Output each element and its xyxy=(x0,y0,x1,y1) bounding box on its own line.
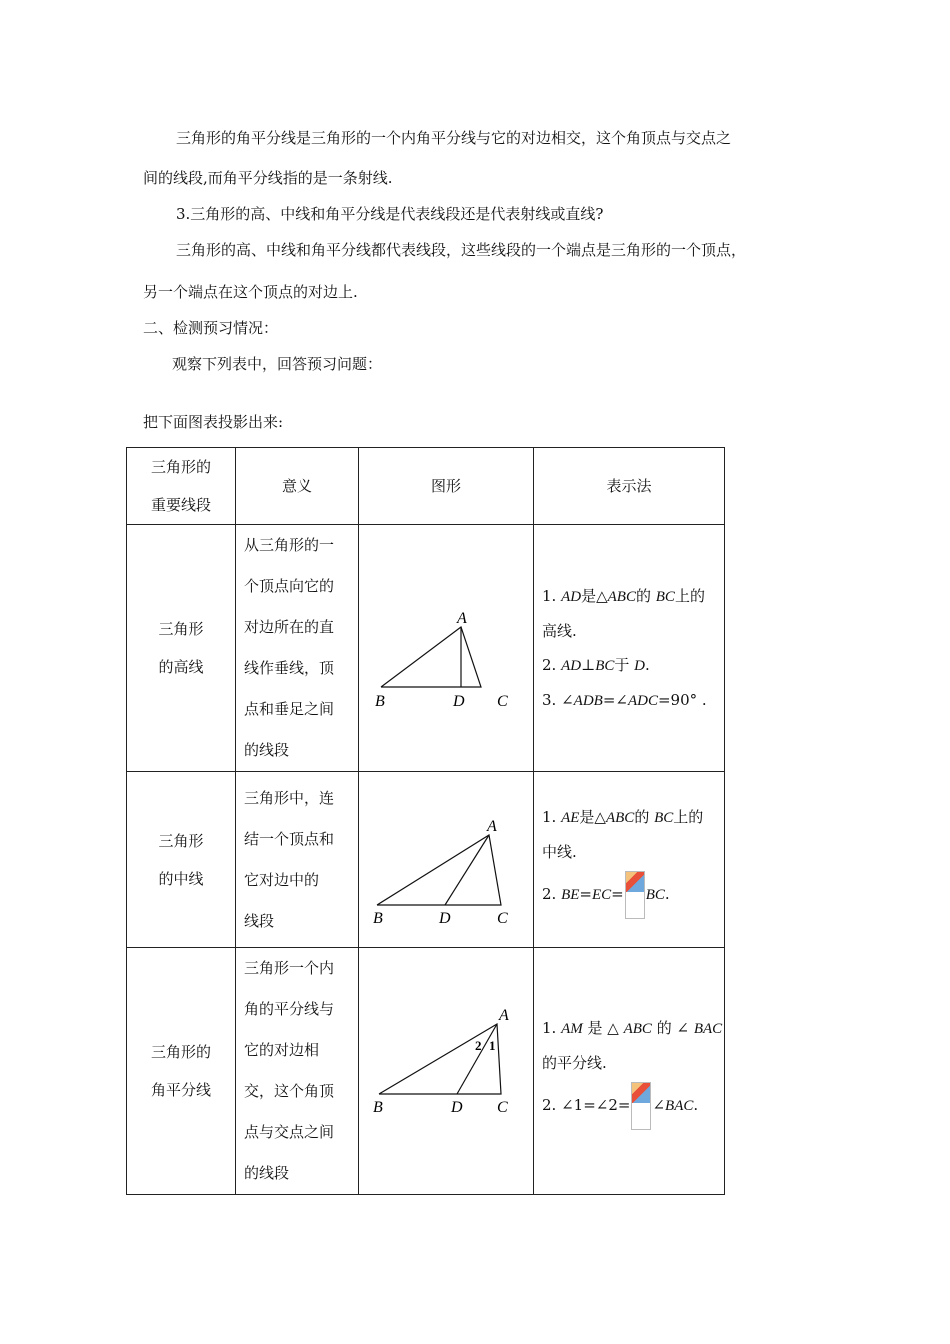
meaning-line: 的线段 xyxy=(244,1164,290,1182)
row-bisector-name xyxy=(127,948,236,1195)
text: 于 xyxy=(614,655,635,674)
header-meaning: 意义 xyxy=(236,448,359,525)
math-var: AE xyxy=(561,809,580,826)
row-bisector-figure xyxy=(359,948,534,1195)
name-line2: 的中线 xyxy=(158,869,204,888)
notation-line xyxy=(542,869,724,920)
meaning-line: 它对边中的 xyxy=(244,870,320,889)
para1-line2: 间的线段,而角平分线指的是一条射线. xyxy=(143,169,393,187)
angle-2-label: 2 xyxy=(475,1038,482,1053)
math-var: AM xyxy=(561,1021,583,1037)
meaning-line: 对边所在的直 xyxy=(244,618,335,636)
header-segment-line1: 三角形的 xyxy=(150,458,211,476)
text: 2. ∠1=∠2= xyxy=(542,1096,631,1114)
header-segment-line2: 重要线段 xyxy=(150,496,211,514)
text: 是△ xyxy=(579,807,606,826)
altitude-triangle-figure xyxy=(359,583,533,713)
text: . xyxy=(664,884,670,903)
label-b: B xyxy=(373,909,383,925)
math-var: BE xyxy=(561,886,580,903)
text: 1. xyxy=(542,586,562,605)
text: 上的 xyxy=(673,807,704,826)
text: 是 △ xyxy=(582,1019,624,1037)
meaning-line: 它的对边相 xyxy=(244,1041,320,1059)
question-3: 3.三角形的高、中线和角平分线是代表线段还是代表射线或直线? xyxy=(176,205,604,223)
fraction-image-icon xyxy=(631,1082,651,1130)
math-var: BC xyxy=(645,886,665,903)
name-line1: 三角形的 xyxy=(150,1043,211,1061)
meaning-line: 点与交点之间 xyxy=(244,1123,335,1141)
math-var: ADB xyxy=(573,692,603,709)
table-row xyxy=(127,948,725,1195)
fraction-image-icon xyxy=(625,871,645,919)
table-row xyxy=(127,772,725,948)
math-var: ABC xyxy=(623,1021,652,1037)
meaning-line: 三角形中，连 xyxy=(244,788,335,807)
label-b: B xyxy=(373,1099,383,1116)
row-altitude-name xyxy=(127,525,236,772)
math-var: BC xyxy=(595,657,615,674)
math-var: BAC xyxy=(665,1098,694,1114)
text: . xyxy=(693,1096,699,1114)
text: 是△ xyxy=(581,586,608,605)
triangle-outline xyxy=(381,627,481,687)
row-bisector-notation xyxy=(534,948,725,1195)
label-c: C xyxy=(497,909,508,925)
text: 2. xyxy=(542,655,562,674)
text: ∠ xyxy=(652,1096,666,1114)
row-median-notation xyxy=(534,772,725,948)
label-d: D xyxy=(451,1099,463,1116)
text: =90° . xyxy=(657,690,707,709)
label-b: B xyxy=(375,693,385,710)
row-bisector-meaning xyxy=(236,948,359,1195)
text: 的 ∠ xyxy=(651,1019,694,1037)
meaning-line: 从三角形的一 xyxy=(244,536,335,554)
meaning-line: 线段 xyxy=(244,911,275,930)
project-instruction: 把下面图表投影出来: xyxy=(143,413,284,431)
text: 1. xyxy=(542,807,562,826)
notation-line xyxy=(542,579,724,614)
meaning-line: 点和垂足之间 xyxy=(244,700,335,718)
label-a: A xyxy=(457,610,467,627)
row-altitude-figure xyxy=(359,525,534,772)
text: = xyxy=(579,884,592,903)
bisector-triangle-figure xyxy=(359,996,533,1146)
row-altitude-meaning xyxy=(236,525,359,772)
text: 的 xyxy=(634,807,655,826)
notation-line xyxy=(542,683,724,718)
math-var: BAC xyxy=(693,1021,723,1037)
label-a: A xyxy=(499,1007,509,1024)
math-var: D xyxy=(634,657,645,674)
text: =∠ xyxy=(602,690,628,709)
para1-line1: 三角形的角平分线是三角形的一个内角平分线与它的对边相交，这个角顶点与交点之 xyxy=(176,129,732,147)
header-notation: 表示法 xyxy=(534,448,725,525)
notation-line: 中线. xyxy=(542,842,577,861)
notation-line xyxy=(542,1080,724,1131)
meaning-line: 角的平分线与 xyxy=(244,1000,335,1018)
notation-line xyxy=(542,800,724,835)
label-a: A xyxy=(487,817,497,835)
meaning-line: 的线段 xyxy=(244,741,290,759)
header-figure: 图形 xyxy=(359,448,534,525)
observe-instruction: 观察下列表中，回答预习问题： xyxy=(172,355,383,373)
math-var: AD xyxy=(561,657,582,674)
name-line2: 的高线 xyxy=(158,658,204,676)
name-line2: 角平分线 xyxy=(150,1081,211,1099)
row-altitude-notation xyxy=(534,525,725,772)
notation-line: 高线. xyxy=(542,621,577,640)
text: ⊥ xyxy=(581,655,596,674)
section2-heading: 二、检测预习情况： xyxy=(143,319,279,337)
notation-line: 的平分线. xyxy=(542,1054,607,1072)
text: 2. xyxy=(542,884,562,903)
meaning-line: 个顶点向它的 xyxy=(244,577,335,595)
text: . xyxy=(645,655,650,674)
meaning-line: 线作垂线，顶 xyxy=(244,659,335,677)
angle-1-label: 1 xyxy=(489,1038,496,1053)
triangle-outline xyxy=(379,1024,501,1094)
para2-line1: 三角形的高、中线和角平分线都代表线段，这些线段的一个端点是三角形的一个顶点， xyxy=(176,241,747,259)
math-var: EC xyxy=(592,886,612,903)
text: 的 xyxy=(635,586,656,605)
text: = xyxy=(611,884,624,903)
header-segment xyxy=(127,448,236,525)
row-median-name xyxy=(127,772,236,948)
segments-table xyxy=(126,447,725,1195)
bisector-line xyxy=(457,1024,497,1094)
math-var: ADC xyxy=(627,692,658,709)
median-triangle-figure xyxy=(359,795,533,925)
math-var: BC xyxy=(654,809,674,826)
notation-line xyxy=(542,1011,724,1046)
name-line1: 三角形 xyxy=(158,831,204,850)
meaning-line: 结一个顶点和 xyxy=(244,829,335,848)
label-c: C xyxy=(497,693,508,710)
median-line xyxy=(445,835,489,905)
table-header-row xyxy=(127,448,725,525)
meaning-line: 三角形一个内 xyxy=(244,959,335,977)
math-var: AD xyxy=(561,588,582,605)
text: 3. ∠ xyxy=(542,690,574,709)
text: 1. xyxy=(542,1019,562,1037)
name-line1: 三角形 xyxy=(158,620,204,638)
math-var: ABC xyxy=(607,588,636,605)
label-d: D xyxy=(439,909,451,925)
para2-line2: 另一个端点在这个顶点的对边上. xyxy=(143,283,358,301)
label-d: D xyxy=(453,693,465,710)
label-c: C xyxy=(497,1099,508,1116)
notation-line xyxy=(542,648,724,683)
text: 上的 xyxy=(674,586,705,605)
meaning-line: 交，这个角顶 xyxy=(244,1082,335,1100)
table-row xyxy=(127,525,725,772)
row-median-figure xyxy=(359,772,534,948)
math-var: ABC xyxy=(605,809,635,826)
row-median-meaning xyxy=(236,772,359,948)
math-var: BC xyxy=(655,588,675,605)
